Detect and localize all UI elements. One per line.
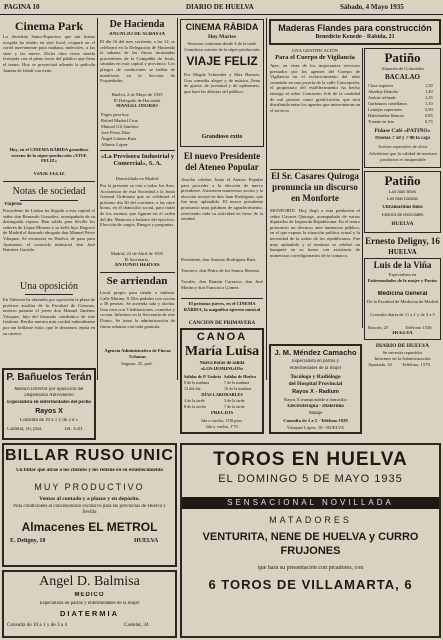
rabida-feature: VIAJE FELIZ xyxy=(186,54,258,68)
notas-subhead: Viajeros xyxy=(4,202,22,207)
arriendan-agency: Agencia Administrativa de Fincas Urbanas xyxy=(104,348,171,359)
schedule-time: 8 de la noche xyxy=(184,404,207,409)
patino-promo: Pídase Café «PATIÑO» xyxy=(374,128,431,134)
previsora-subtitle: Domiciliada en Madrid xyxy=(115,176,159,181)
patino-ad-2 xyxy=(364,171,441,233)
vigilancia-title: Para el Cuerpo de Vigilancia xyxy=(275,54,355,61)
rabida-day: Hoy Martes xyxy=(208,34,236,40)
previsora-body: Por la presente se cita a todos los Sres. Accionistas de esta Sociedad a la Junta General Ordinaria que se celebrará el próximo día 30 del corriente, a las once horas, en el domicilio social, para tratar de los asuntos que figuran en el orden del día. Memoria y balance del ejercicio. Elección de cargos. Ruegos y preguntas. xyxy=(100,183,175,228)
billar-line: Ventas al contado y a plazos y en depósito. xyxy=(39,496,140,502)
ateneo-line: Tesorero, don Pedro de los Santos Moreno. xyxy=(181,268,261,273)
column-rule xyxy=(177,18,178,380)
vigilancia-kicker: UNA GRATIFICACIÓN xyxy=(291,48,339,53)
hacienda-item: Rafael Madrid Cruz xyxy=(101,118,138,123)
cinema-park-footer: Hoy, en el CINEMA RÁBIDA grandioso estreno de la súper-producción «VIVE FELIZ» xyxy=(9,147,89,164)
canoa-mid: DÍAS LABORABLES xyxy=(201,392,243,397)
oposicion-title: Una oposición xyxy=(19,281,79,292)
price-value: 1,10 xyxy=(425,101,433,106)
mendez-line: enfermedades de la mujer xyxy=(289,366,342,371)
hacienda-name: MANUEL OSORIO xyxy=(116,104,158,109)
page-header xyxy=(0,0,443,15)
patino-promo: Adviértase que la calidad de nuestros productos es insuperable xyxy=(368,151,438,162)
diario-notice-line: Informes en la Administración xyxy=(374,356,431,361)
schedule-time: 7 de la mañana xyxy=(224,380,250,385)
column-rule xyxy=(362,48,363,328)
luis-phone: Teléfono 1536 xyxy=(405,325,432,330)
previsora-date: Madrid, 22 de Abril de 1935 xyxy=(110,251,164,256)
luis-line: Enfermedades de la mujer y Partos xyxy=(367,278,438,283)
price-value: 0,85 xyxy=(425,113,433,118)
balmisa-address: Castelar, 34 xyxy=(124,622,149,628)
patino-line: Los más finos xyxy=(389,190,416,195)
canoa-ad xyxy=(180,328,264,434)
patino-line: Almacén de Coloniales xyxy=(381,66,424,71)
arriendan-body: Local propio para tienda o taberna. Calle Marina, 8. Dos pedidos con cocina a 50 pesetas. Se arrienda sala y alcoba. Una casa con 3 habitaciones, comedor y cocina. Informes en la Secretaría de este Diario. Se toma la administración de fincas urbanas con toda garantía. xyxy=(100,290,175,329)
toros-title: TOROS EN HUELVA xyxy=(213,449,408,470)
luis-hours: Consulta diaria de 11 a 1 y de 3 a 5 xyxy=(370,312,435,317)
canoa-prices-title: PRECIOS xyxy=(210,411,234,416)
divider xyxy=(20,200,78,201)
mendez-ad xyxy=(269,344,362,434)
previsora-signer: El Secretario, xyxy=(124,257,150,262)
balmisa-line: MÉDICO xyxy=(74,592,105,598)
toros-final: 6 TOROS DE VILLAMARTA, 6 xyxy=(208,577,413,592)
teran-hours: Consulta de 10 a 1 y de 3 a 5 xyxy=(20,418,78,423)
patino-promo: Aceites especiales de oliva xyxy=(377,144,428,149)
price-value: 1,50 xyxy=(425,83,433,88)
toros-matadores: MATADORES xyxy=(269,515,352,525)
price-name: Lentejas superiores xyxy=(368,107,403,112)
diario-notice-line: Apartado, 43 xyxy=(368,362,392,367)
billar-title: BILLAR RUSO UNIC xyxy=(5,447,174,464)
rabida-sessions: Sesiones continuas desde 4 de la tarde xyxy=(187,41,257,46)
billar-line: Pida condiciones al concesionario exclusivo para las provincias de Huelva y Sevilla xyxy=(13,504,166,515)
divider xyxy=(100,272,175,273)
maderas-ad xyxy=(269,19,441,45)
mendez-line: del Hospital Provincial xyxy=(288,381,343,387)
mendez-address: Vázquez López, 10 - HUELVA xyxy=(286,425,345,430)
canoa-title: CANOA xyxy=(196,331,248,343)
diario-notice-line: Teléfono, 1578 xyxy=(402,362,430,367)
luis-line: De la Facultad de Medicina de Madrid xyxy=(367,299,438,304)
divider xyxy=(270,169,360,170)
maderas-subtitle: Benedicto Kenedo - Rábida, 21 xyxy=(315,34,395,40)
toros-line: que hará su presentación con picadores, con xyxy=(257,565,364,571)
toros-ad xyxy=(180,443,441,638)
mendez-line: Masaje xyxy=(308,411,323,416)
column-rule xyxy=(97,18,98,380)
billar-address: E. Deligny, 18 xyxy=(10,538,46,544)
page-date: Sábado, 4 Mayo 1935 xyxy=(340,3,404,11)
page-number: PAGINA 10 xyxy=(4,3,40,11)
billar-city: HUELVA xyxy=(134,538,159,544)
paper-name: DIARIO DE HUELVA xyxy=(186,3,254,11)
promo-body: El próximo jueves, en el CINEMA RÁBIDA, la magnífica opereta musical xyxy=(183,301,261,312)
rabida-body: Por Magda Schneider y Max Hansen. Una comedia alegre y de música, llena de gracia, de juventud y de optimismo, que hará las delicias del público. xyxy=(184,72,260,94)
patino-brand: Patiño xyxy=(384,173,421,188)
hacienda-item: Alberto López xyxy=(101,142,128,147)
mendez-line: Electroterapia - Diatermia xyxy=(287,404,344,409)
schedule-time: 12 del día xyxy=(184,386,201,391)
divider xyxy=(181,298,263,299)
price-name: Abadejo Islandia xyxy=(368,89,398,94)
previsora-title: «La Previsora Industrial y Comercial», S. A. xyxy=(100,153,175,167)
balmisa-name: Angel D. Balmisa xyxy=(39,574,140,589)
teran-phone: Tel. 1591 xyxy=(64,427,83,432)
schedule-time: 4 de la tarde xyxy=(184,398,205,403)
hacienda-item: Pagos para hoy xyxy=(101,112,130,117)
luis-address: Rascón, 25 xyxy=(368,325,389,330)
hacienda-subtitle: ANUNCIO DE SUBASTA xyxy=(108,32,166,37)
deligny-name: Ernesto Deligny, 16 xyxy=(365,236,440,246)
deligny-city: HUELVA xyxy=(388,248,417,256)
promo-feature: CANCIÓN DE PRIMAVERA xyxy=(188,320,256,326)
arriendan-title: Se arriendan xyxy=(106,275,168,287)
hacienda-item: Ángel Gómez Ruiz xyxy=(101,136,137,141)
rabida-announce: Grandioso estreno de la súper-producción xyxy=(184,47,260,52)
patino-line: HUELVA xyxy=(391,221,414,227)
diario-notice-line: Se necesita repartidor xyxy=(382,350,423,355)
toros-names: VENTURITA, NENE DE HUELVA y CURRO FRUJONES xyxy=(202,531,419,557)
schedule-time: 10 de la mañana xyxy=(224,386,252,391)
patino-line: Ultramarinos finos xyxy=(382,205,423,210)
teran-rayos: Rayos X xyxy=(35,408,63,415)
price-name: Tomate en lata xyxy=(368,119,394,124)
mendez-line: Especialista en partos y xyxy=(291,359,340,364)
teran-address: Castelar, 16, pral. xyxy=(7,427,43,432)
divider xyxy=(3,181,95,182)
mendez-line: Rayos X transportable a domicilio xyxy=(283,397,348,402)
price-value: 0,90 xyxy=(425,107,433,112)
hacienda-item: José Pérez Díaz xyxy=(101,130,131,135)
price-value: 1,25 xyxy=(425,95,433,100)
luis-ad xyxy=(364,258,441,340)
schedule-head: Salidas de P. Umbría xyxy=(184,374,222,379)
luis-line: Medicina General xyxy=(377,291,428,297)
billar-ad xyxy=(2,443,177,567)
cinema-park-title: Cinema Park xyxy=(14,19,84,33)
mendez-name: J. M. Méndez Camacho xyxy=(274,348,357,357)
toros-sub: SENSACIONAL NOVILLADA xyxy=(182,497,439,509)
billar-line: MUY PRODUCTIVO xyxy=(34,482,145,492)
canoa-line: «LOS DOMINGOS» xyxy=(200,367,244,372)
billar-shop: Almacenes EL METROL xyxy=(21,520,158,534)
ateneo-line: Vocales, don Ramón Carrasco, don José Martín y don Francisco Gómez. xyxy=(181,279,263,290)
hacienda-body: El día 16 del mes corriente, a las 12, se celebrará en la Delegación de Hacienda la subasta de las fincas incautadas procedentes de la Compañía de Jesús, situadas en esta capital y provincia. Los pliegos de condiciones se hallan de manifiesto en la Sección de Propiedades. xyxy=(100,39,175,84)
patino-brand: Patiño xyxy=(384,50,421,65)
hacienda-date: Huelva, 2 de Mayo de 1935 xyxy=(111,92,163,97)
balmisa-hours: Consulta de 10 a 1 y de 3 a 4 xyxy=(7,622,68,628)
schedule-head: Salidas de Huelva xyxy=(224,374,256,379)
vigilancia-body: Ayer, en vista de los importantes servicios prestados por los agentes del Cuerpo de Vigilancia en el esclarecimiento del robo cometido en una joyería de la calle Concepción, el propietario del establecimiento ha hecho entrega al señor Comisario Jefe de la cantidad de mil pesetas como gratificación, que será distribuida entre los agentes que intervinieron en el servicio. xyxy=(270,63,360,113)
cinema-park-credit: VIAJE FELIZ xyxy=(33,172,65,177)
rabida-foot: Grandioso éxito xyxy=(201,134,243,140)
luis-line: Especialista en xyxy=(388,272,417,277)
billar-line: Un billar que atrae a los clientes y los retiene en su establecimiento xyxy=(15,468,164,473)
mendez-hours: Consulta de 3 a 5 - Teléfono 1929 xyxy=(283,418,348,423)
rabida-title: CINEMA RÁBIDA xyxy=(185,22,259,32)
diario-notice-title: DIARIO DE HUELVA xyxy=(375,343,430,349)
maderas-title: Maderas Flandes para construcción xyxy=(278,23,432,33)
teran-line: Dispensario Antivenéreo xyxy=(24,393,74,398)
teran-ad xyxy=(2,368,96,440)
arriendan-address: Sagasta, 25, pral. xyxy=(121,361,153,366)
ateneo-line: Presidente, don Antonio Rodríguez Ruiz. xyxy=(181,257,257,262)
schedule-time: 8 de la mañana xyxy=(184,380,210,385)
monforte-body: MONFORTE. Hoy llegó a esta población el señor Casares Quiroga, acompañado de varios diputados de Izquierda Republicana. En el teatro pronunció un discurso ante numeroso público, en el que expuso la situación política actual y la necesidad de la unión de los republicanos. Fue muy aplaudido y al terminar se celebró un banquete en su honor con asistencia de numerosos correligionarios de la comarca. xyxy=(270,208,360,258)
price-value: 0,75 xyxy=(425,119,433,124)
teran-line: Médico Director por oposición del xyxy=(14,387,84,392)
balmisa-ad xyxy=(2,570,177,638)
rabida-ad xyxy=(180,19,264,147)
toros-date: EL DOMINGO 5 DE MAYO 1935 xyxy=(218,473,403,485)
hacienda-title: De Hacienda xyxy=(109,19,165,30)
previsora-name: ANTONIO HERVAS xyxy=(114,263,160,268)
oposicion-body: En Valencia ha obtenido por oposición la plaza de profesor auxiliar de la Facultad de Ciencias, nuestro paisano el joven don Manuel Jiménez Vázquez, hijo del ilustrado catedrático de este Instituto. Reciba nuestra más cordial enhorabuena por tan brillante éxito, que le deseamos repita en su carrera. xyxy=(3,297,95,336)
patino-line: Fábrica de chocolates xyxy=(381,213,424,218)
luis-city: HUELVA xyxy=(392,331,413,336)
notas-body: Procedente de Lisboa ha llegado a esta capital el señor don Bernardo González, acompañado de su distinguida esposa. Han salido para Sevilla los señores de López Moreno y su bella hija. Regresó de Madrid el ilustrado abogado don Manuel Pérez Vázquez. Se encuentra en Huelva, de paso para Ayamonte, el conocido industrial don José Ramírez Garrido. xyxy=(3,208,95,253)
balmisa-line: Especialista en partos y enfermedades de la mujer xyxy=(39,601,140,606)
patino-line: Los más baratos xyxy=(386,197,419,202)
schedule-time: 7 de la tarde xyxy=(224,404,245,409)
patino-table-title: BACALAO xyxy=(384,73,420,81)
price-name: Clase superior xyxy=(368,83,394,88)
teran-name: P. Bañuelos Terán xyxy=(6,372,92,383)
canoa-line: Nueva horas de salida xyxy=(199,361,245,366)
canoa-price: Ida y vuelta, 1'70 xyxy=(206,424,238,429)
canoa-feature: María Luisa xyxy=(184,344,260,359)
balmisa-line: DIATERMIA xyxy=(59,609,120,618)
price-value: 1,40 xyxy=(425,89,433,94)
hacienda-item: Manuel Gil Sánchez xyxy=(101,124,139,129)
divider xyxy=(25,294,73,295)
cinema-park-body: La divertida Santo-Espartero que tan buena acogida ha tenido en este local, ocuparà en el cartel nuevamente para mañana, miércoles, a las siete y las nueve. Dicha obra viene siendo festejada con el pleno favor del público que llena el teatro. Hoy se proyectará además la película Juanita de Jabalí con éxito. xyxy=(3,34,95,73)
price-name: Azúcar refinado xyxy=(368,95,397,100)
column-rule xyxy=(266,18,267,380)
mendez-line: Tocólogo y Radiólogo xyxy=(290,374,341,380)
ateneo-body: Anoche celebró Junta el Ateneo Popular para proceder a la elección de nuevo presidente. Asistieron numerosos socios y la elección recayó en don Juan Rodríguez, que fue muy aplaudido. El nuevo presidente pronunció unas palabras de agradecimiento, ofreciendo toda su actividad en favor de la entidad. xyxy=(181,177,263,222)
patino-promo: Pesetas 7'50 y 7'00 la caja xyxy=(375,136,430,141)
teran-line: Especialista en enfermedades del pecho xyxy=(7,400,91,405)
price-name: Habichuelas blancas xyxy=(368,113,404,118)
schedule-time: 3 de la tarde xyxy=(224,398,245,403)
hacienda-signer: El Delegado de Hacienda xyxy=(113,98,161,103)
ateneo-title: El nuevo Presidente del Ateneo Popular xyxy=(183,151,261,172)
mendez-line: Rayos X - Radium xyxy=(292,389,339,395)
divider xyxy=(100,150,175,151)
monforte-title: El Sr. Casares Quiroga pronuncia un discurso en Monforte xyxy=(271,171,359,203)
price-name: Garbanzos castellanos xyxy=(368,101,408,106)
luis-name: Luis de la Viña xyxy=(373,260,432,270)
notas-title: Notas de sociedad xyxy=(12,186,86,197)
patino-ad xyxy=(364,48,441,168)
canoa-price: Ida o vuelta, 1'00 ptas. xyxy=(201,418,243,423)
